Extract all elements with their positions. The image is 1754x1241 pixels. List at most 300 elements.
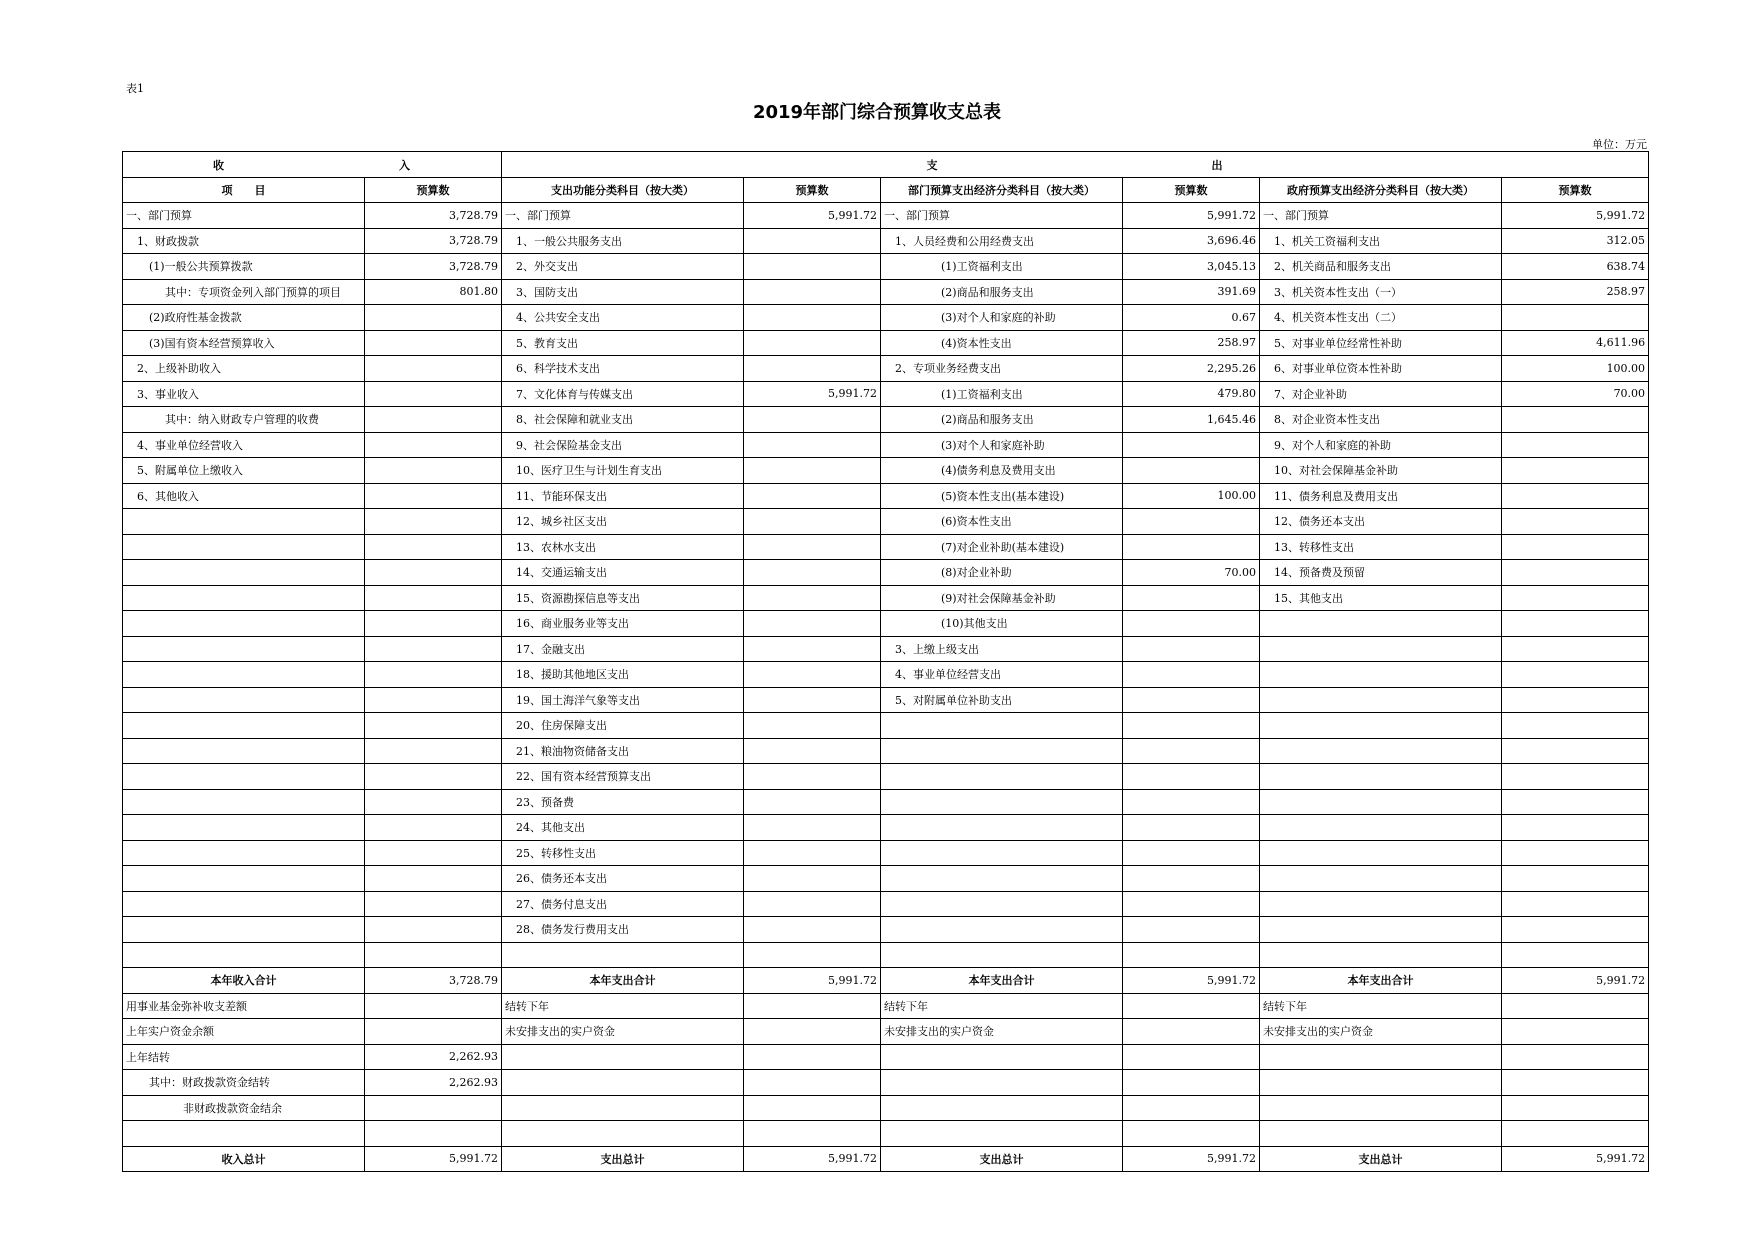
income-item-cell: (1)一般公共预算拨款 [123, 254, 365, 280]
function-amount-cell [744, 815, 881, 841]
function-amount-header: 预算数 [744, 178, 881, 203]
function-item-cell: 结转下年 [502, 993, 744, 1019]
function-amount-cell [744, 713, 881, 739]
gov-econ-amount-cell [1502, 917, 1649, 943]
dept-econ-amount-cell [1123, 1070, 1260, 1096]
gov-econ-amount-cell [1502, 840, 1649, 866]
dept-econ-amount-cell: 1,645.46 [1123, 407, 1260, 433]
dept-econ-amount-cell [1123, 687, 1260, 713]
function-item-cell: 1、一般公共服务支出 [502, 228, 744, 254]
table-row [123, 203, 1649, 229]
dept-econ-amount-cell [1123, 432, 1260, 458]
income-item-cell: 3、事业收入 [123, 381, 365, 407]
table-row [123, 458, 1649, 484]
income-amount-cell [365, 866, 502, 892]
income-item-cell [123, 764, 365, 790]
gov-econ-amount-cell [1502, 432, 1649, 458]
gov-econ-item-cell [1260, 1095, 1502, 1121]
function-amount-cell [744, 1044, 881, 1070]
income-amount-cell [365, 764, 502, 790]
function-item-cell: 16、商业服务业等支出 [502, 611, 744, 637]
dept-econ-item-cell: (1)工资福利支出 [881, 381, 1123, 407]
dept-econ-amount-cell [1123, 815, 1260, 841]
table-row [123, 381, 1649, 407]
dept-econ-amount-cell [1123, 1121, 1260, 1147]
income-amount-header: 预算数 [365, 178, 502, 203]
dept-econ-item-cell [881, 789, 1123, 815]
table-row [123, 993, 1649, 1019]
gov-econ-amount-cell: 70.00 [1502, 381, 1649, 407]
gov-econ-item-cell: 2、机关商品和服务支出 [1260, 254, 1502, 280]
function-amount-cell [744, 585, 881, 611]
dept-econ-amount-cell [1123, 662, 1260, 688]
income-amount-cell [365, 789, 502, 815]
gov-econ-amount-cell [1502, 534, 1649, 560]
income-amount-cell [365, 560, 502, 586]
income-amount-cell [365, 356, 502, 382]
gov-econ-item-cell: 9、对个人和家庭的补助 [1260, 432, 1502, 458]
function-item-cell [502, 1121, 744, 1147]
dept-econ-item-cell [881, 917, 1123, 943]
income-item-cell: 上年结转 [123, 1044, 365, 1070]
function-amount-cell [744, 611, 881, 637]
income-amount-cell [365, 687, 502, 713]
income-amount-cell [365, 636, 502, 662]
table-row [123, 1121, 1649, 1147]
function-item-cell: 支出总计 [502, 1146, 744, 1172]
gov-econ-amount-cell [1502, 611, 1649, 637]
gov-econ-item-cell [1260, 636, 1502, 662]
dept-econ-item-cell [881, 1121, 1123, 1147]
gov-econ-amount-cell [1502, 1044, 1649, 1070]
function-item-cell [502, 942, 744, 968]
gov-econ-amount-cell [1502, 993, 1649, 1019]
function-amount-cell [744, 279, 881, 305]
dept-econ-amount-cell [1123, 764, 1260, 790]
income-item-cell: (2)政府性基金拨款 [123, 305, 365, 331]
function-amount-cell [744, 1070, 881, 1096]
income-item-cell [123, 866, 365, 892]
table-row [123, 483, 1649, 509]
dept-econ-item-cell: 结转下年 [881, 993, 1123, 1019]
expense-group-header [502, 152, 1649, 178]
gov-econ-item-cell [1260, 815, 1502, 841]
function-item-cell [502, 1044, 744, 1070]
gov-econ-amount-cell [1502, 789, 1649, 815]
gov-econ-amount-cell [1502, 585, 1649, 611]
table-row [123, 1070, 1649, 1096]
gov-econ-amount-cell [1502, 891, 1649, 917]
income-item-cell: 收入总计 [123, 1146, 365, 1172]
gov-econ-item-cell [1260, 1121, 1502, 1147]
income-amount-cell [365, 458, 502, 484]
dept-econ-item-cell: 一、部门预算 [881, 203, 1123, 229]
function-item-cell: 3、国防支出 [502, 279, 744, 305]
income-item-cell: 一、部门预算 [123, 203, 365, 229]
function-item-cell: 8、社会保障和就业支出 [502, 407, 744, 433]
year-total-row [123, 968, 1649, 994]
table-row [123, 254, 1649, 280]
expense-group-char-2: 出 [1211, 158, 1224, 172]
dept-econ-item-cell: (2)商品和服务支出 [881, 279, 1123, 305]
function-item-cell: 4、公共安全支出 [502, 305, 744, 331]
dept-econ-amount-cell: 3,696.46 [1123, 228, 1260, 254]
dept-econ-item-header: 部门预算支出经济分类科目（按大类） [881, 178, 1123, 203]
table-row [123, 356, 1649, 382]
dept-econ-item-cell: 1、人员经费和公用经费支出 [881, 228, 1123, 254]
function-amount-cell: 5,991.72 [744, 1146, 881, 1172]
function-amount-cell: 5,991.72 [744, 203, 881, 229]
income-item-cell [123, 560, 365, 586]
function-item-cell: 10、医疗卫生与计划生育支出 [502, 458, 744, 484]
gov-econ-item-cell: 4、机关资本性支出（二） [1260, 305, 1502, 331]
table-row [123, 1095, 1649, 1121]
gov-econ-item-cell: 7、对企业补助 [1260, 381, 1502, 407]
dept-econ-item-cell [881, 866, 1123, 892]
income-item-cell [123, 815, 365, 841]
dept-econ-amount-cell [1123, 458, 1260, 484]
dept-econ-amount-cell: 391.69 [1123, 279, 1260, 305]
table-row [123, 407, 1649, 433]
unit-label: 单位：万元 [1592, 138, 1647, 151]
function-amount-cell: 5,991.72 [744, 381, 881, 407]
gov-econ-item-cell [1260, 942, 1502, 968]
function-amount-cell [744, 993, 881, 1019]
gov-econ-item-cell [1260, 713, 1502, 739]
table-row [123, 509, 1649, 535]
income-item-cell: 2、上级补助收入 [123, 356, 365, 382]
table-row [123, 917, 1649, 943]
function-item-cell: 13、农林水支出 [502, 534, 744, 560]
table-row [123, 840, 1649, 866]
gov-econ-amount-header: 预算数 [1502, 178, 1649, 203]
gov-econ-amount-cell [1502, 815, 1649, 841]
income-item-cell [123, 509, 365, 535]
table-row [123, 713, 1649, 739]
gov-econ-item-cell: 本年支出合计 [1260, 968, 1502, 994]
gov-econ-amount-cell: 4,611.96 [1502, 330, 1649, 356]
income-item-cell: 用事业基金弥补收支差额 [123, 993, 365, 1019]
dept-econ-amount-cell [1123, 891, 1260, 917]
gov-econ-amount-cell: 312.05 [1502, 228, 1649, 254]
gov-econ-item-cell [1260, 687, 1502, 713]
function-item-cell: 12、城乡社区支出 [502, 509, 744, 535]
dept-econ-amount-cell [1123, 1019, 1260, 1045]
income-amount-cell [365, 407, 502, 433]
dept-econ-amount-cell [1123, 534, 1260, 560]
dept-econ-amount-cell: 5,991.72 [1123, 968, 1260, 994]
income-amount-cell [365, 432, 502, 458]
gov-econ-amount-cell: 258.97 [1502, 279, 1649, 305]
income-amount-cell [365, 662, 502, 688]
dept-econ-item-cell [881, 713, 1123, 739]
gov-econ-item-cell [1260, 840, 1502, 866]
function-item-cell: 6、科学技术支出 [502, 356, 744, 382]
income-amount-cell [365, 1019, 502, 1045]
function-item-cell: 5、教育支出 [502, 330, 744, 356]
function-amount-cell [744, 764, 881, 790]
dept-econ-amount-cell: 2,295.26 [1123, 356, 1260, 382]
gov-econ-amount-cell [1502, 458, 1649, 484]
table-row [123, 1019, 1649, 1045]
dept-econ-item-cell: (8)对企业补助 [881, 560, 1123, 586]
dept-econ-amount-cell [1123, 917, 1260, 943]
income-item-cell [123, 713, 365, 739]
dept-econ-item-cell: (3)对个人和家庭补助 [881, 432, 1123, 458]
income-item-cell: 非财政拨款资金结余 [123, 1095, 365, 1121]
dept-econ-item-cell [881, 1044, 1123, 1070]
gov-econ-amount-cell [1502, 305, 1649, 331]
income-item-cell [123, 585, 365, 611]
gov-econ-amount-cell [1502, 687, 1649, 713]
dept-econ-amount-cell: 70.00 [1123, 560, 1260, 586]
dept-econ-item-cell: (9)对社会保障基金补助 [881, 585, 1123, 611]
income-amount-cell [365, 942, 502, 968]
dept-econ-amount-cell: 0.67 [1123, 305, 1260, 331]
income-item-cell [123, 636, 365, 662]
income-item-cell [123, 662, 365, 688]
function-item-cell: 28、债务发行费用支出 [502, 917, 744, 943]
income-amount-cell: 3,728.79 [365, 254, 502, 280]
function-item-cell: 15、资源勘探信息等支出 [502, 585, 744, 611]
function-amount-cell [744, 917, 881, 943]
dept-econ-item-cell: 本年支出合计 [881, 968, 1123, 994]
dept-econ-item-cell: 支出总计 [881, 1146, 1123, 1172]
table-row [123, 815, 1649, 841]
income-item-cell [123, 789, 365, 815]
dept-econ-amount-cell: 3,045.13 [1123, 254, 1260, 280]
income-item-cell: 其中：财政拨款资金结转 [123, 1070, 365, 1096]
function-amount-cell [744, 432, 881, 458]
table-row [123, 330, 1649, 356]
dept-econ-item-cell [881, 1070, 1123, 1096]
function-item-cell: 24、其他支出 [502, 815, 744, 841]
function-amount-cell [744, 228, 881, 254]
income-group-char-1: 收 [213, 158, 225, 172]
dept-econ-item-cell: 2、专项业务经费支出 [881, 356, 1123, 382]
dept-econ-item-cell [881, 1095, 1123, 1121]
table-row [123, 764, 1649, 790]
gov-econ-item-cell: 1、机关工资福利支出 [1260, 228, 1502, 254]
function-item-cell: 11、节能环保支出 [502, 483, 744, 509]
function-item-cell: 本年支出合计 [502, 968, 744, 994]
gov-econ-item-cell: 结转下年 [1260, 993, 1502, 1019]
income-amount-cell [365, 305, 502, 331]
gov-econ-item-cell [1260, 789, 1502, 815]
function-amount-cell [744, 662, 881, 688]
table-row [123, 305, 1649, 331]
income-item-cell [123, 1121, 365, 1147]
table-row [123, 611, 1649, 637]
function-item-cell: 20、住房保障支出 [502, 713, 744, 739]
function-item-cell: 21、粮油物资储备支出 [502, 738, 744, 764]
function-item-cell: 2、外交支出 [502, 254, 744, 280]
dept-econ-amount-cell [1123, 611, 1260, 637]
dept-econ-item-cell: (5)资本性支出(基本建设) [881, 483, 1123, 509]
gov-econ-item-cell [1260, 1070, 1502, 1096]
dept-econ-item-cell [881, 942, 1123, 968]
income-amount-cell: 5,991.72 [365, 1146, 502, 1172]
function-amount-cell [744, 330, 881, 356]
table-row [123, 432, 1649, 458]
gov-econ-amount-cell [1502, 483, 1649, 509]
dept-econ-amount-cell [1123, 789, 1260, 815]
income-item-cell: 其中：纳入财政专户管理的收费 [123, 407, 365, 433]
gov-econ-amount-cell [1502, 738, 1649, 764]
function-item-cell: 19、国土海洋气象等支出 [502, 687, 744, 713]
function-item-cell: 27、债务付息支出 [502, 891, 744, 917]
income-amount-cell [365, 381, 502, 407]
income-item-cell: (3)国有资本经营预算收入 [123, 330, 365, 356]
gov-econ-amount-cell [1502, 1095, 1649, 1121]
income-amount-cell: 3,728.79 [365, 203, 502, 229]
dept-econ-item-cell [881, 764, 1123, 790]
income-amount-cell [365, 585, 502, 611]
income-item-cell [123, 738, 365, 764]
function-amount-cell [744, 687, 881, 713]
gov-econ-amount-cell [1502, 636, 1649, 662]
table-row [123, 279, 1649, 305]
function-amount-cell [744, 509, 881, 535]
gov-econ-item-cell: 11、债务利息及费用支出 [1260, 483, 1502, 509]
table-row [123, 891, 1649, 917]
table-row [123, 534, 1649, 560]
dept-econ-amount-cell: 5,991.72 [1123, 203, 1260, 229]
dept-econ-item-cell: (7)对企业补助(基本建设) [881, 534, 1123, 560]
dept-econ-item-cell [881, 840, 1123, 866]
income-amount-cell [365, 534, 502, 560]
dept-econ-item-cell: 未安排支出的实户资金 [881, 1019, 1123, 1045]
function-item-header: 支出功能分类科目（按大类） [502, 178, 744, 203]
dept-econ-item-cell: (4)资本性支出 [881, 330, 1123, 356]
dept-econ-amount-cell [1123, 993, 1260, 1019]
income-amount-cell [365, 891, 502, 917]
function-amount-cell [744, 483, 881, 509]
income-item-cell: 1、财政拨款 [123, 228, 365, 254]
income-item-cell: 6、其他收入 [123, 483, 365, 509]
function-amount-cell [744, 560, 881, 586]
function-item-cell: 17、金融支出 [502, 636, 744, 662]
income-item-cell [123, 840, 365, 866]
dept-econ-item-cell: 4、事业单位经营支出 [881, 662, 1123, 688]
gov-econ-item-cell: 3、机关资本性支出（一） [1260, 279, 1502, 305]
function-amount-cell [744, 840, 881, 866]
income-amount-cell [365, 993, 502, 1019]
gov-econ-amount-cell [1502, 764, 1649, 790]
gov-econ-item-cell [1260, 662, 1502, 688]
column-header-row [123, 178, 1649, 203]
income-item-cell: 其中：专项资金列入部门预算的项目 [123, 279, 365, 305]
table-row [123, 942, 1649, 968]
function-item-cell: 未安排支出的实户资金 [502, 1019, 744, 1045]
function-amount-cell [744, 356, 881, 382]
income-amount-cell [365, 917, 502, 943]
income-item-cell [123, 891, 365, 917]
income-amount-cell [365, 611, 502, 637]
dept-econ-amount-cell: 5,991.72 [1123, 1146, 1260, 1172]
dept-econ-item-cell: 3、上缴上级支出 [881, 636, 1123, 662]
gov-econ-item-cell: 15、其他支出 [1260, 585, 1502, 611]
function-amount-cell [744, 738, 881, 764]
income-amount-cell [365, 713, 502, 739]
dept-econ-item-cell [881, 815, 1123, 841]
income-amount-cell [365, 509, 502, 535]
income-amount-cell [365, 738, 502, 764]
dept-econ-amount-cell [1123, 1044, 1260, 1070]
table-row [123, 738, 1649, 764]
gov-econ-item-cell [1260, 738, 1502, 764]
gov-econ-item-cell [1260, 1044, 1502, 1070]
table-row [123, 866, 1649, 892]
gov-econ-amount-cell [1502, 942, 1649, 968]
function-amount-cell [744, 534, 881, 560]
gov-econ-amount-cell [1502, 866, 1649, 892]
dept-econ-item-cell: 5、对附属单位补助支出 [881, 687, 1123, 713]
income-amount-cell: 3,728.79 [365, 968, 502, 994]
dept-econ-amount-cell [1123, 585, 1260, 611]
gov-econ-amount-cell [1502, 1019, 1649, 1045]
income-item-cell [123, 611, 365, 637]
gov-econ-item-cell [1260, 891, 1502, 917]
function-item-cell: 14、交通运输支出 [502, 560, 744, 586]
table-row [123, 1044, 1649, 1070]
income-item-cell [123, 534, 365, 560]
gov-econ-amount-cell [1502, 713, 1649, 739]
dept-econ-item-cell [881, 891, 1123, 917]
gov-econ-amount-cell [1502, 1070, 1649, 1096]
dept-econ-item-cell: (6)资本性支出 [881, 509, 1123, 535]
gov-econ-amount-cell [1502, 1121, 1649, 1147]
function-amount-cell [744, 1121, 881, 1147]
function-item-cell [502, 1070, 744, 1096]
dept-econ-amount-cell [1123, 1095, 1260, 1121]
gov-econ-amount-cell [1502, 662, 1649, 688]
dept-econ-amount-header: 预算数 [1123, 178, 1260, 203]
function-amount-cell [744, 254, 881, 280]
dept-econ-amount-cell [1123, 738, 1260, 764]
income-amount-cell: 2,262.93 [365, 1070, 502, 1096]
table-row [123, 789, 1649, 815]
gov-econ-amount-cell: 5,991.72 [1502, 968, 1649, 994]
function-amount-cell [744, 458, 881, 484]
gov-econ-amount-cell: 100.00 [1502, 356, 1649, 382]
income-item-cell: 5、附属单位上缴收入 [123, 458, 365, 484]
income-item-cell [123, 917, 365, 943]
dept-econ-item-cell: (2)商品和服务支出 [881, 407, 1123, 433]
income-amount-cell [365, 1095, 502, 1121]
dept-econ-item-cell: (4)债务利息及费用支出 [881, 458, 1123, 484]
function-amount-cell [744, 891, 881, 917]
table-row [123, 636, 1649, 662]
income-item-cell: 上年实户资金余额 [123, 1019, 365, 1045]
gov-econ-item-cell: 支出总计 [1260, 1146, 1502, 1172]
table-row [123, 662, 1649, 688]
gov-econ-amount-cell [1502, 407, 1649, 433]
gov-econ-item-cell [1260, 917, 1502, 943]
function-amount-cell [744, 866, 881, 892]
gov-econ-amount-cell: 5,991.72 [1502, 203, 1649, 229]
income-item-cell [123, 687, 365, 713]
dept-econ-amount-cell [1123, 713, 1260, 739]
income-group-char-2: 入 [399, 158, 411, 172]
function-item-cell: 26、债务还本支出 [502, 866, 744, 892]
income-item-cell: 本年收入合计 [123, 968, 365, 994]
gov-econ-amount-cell: 5,991.72 [1502, 1146, 1649, 1172]
function-amount-cell [744, 942, 881, 968]
income-amount-cell [365, 840, 502, 866]
function-item-cell: 23、预备费 [502, 789, 744, 815]
income-amount-cell: 3,728.79 [365, 228, 502, 254]
